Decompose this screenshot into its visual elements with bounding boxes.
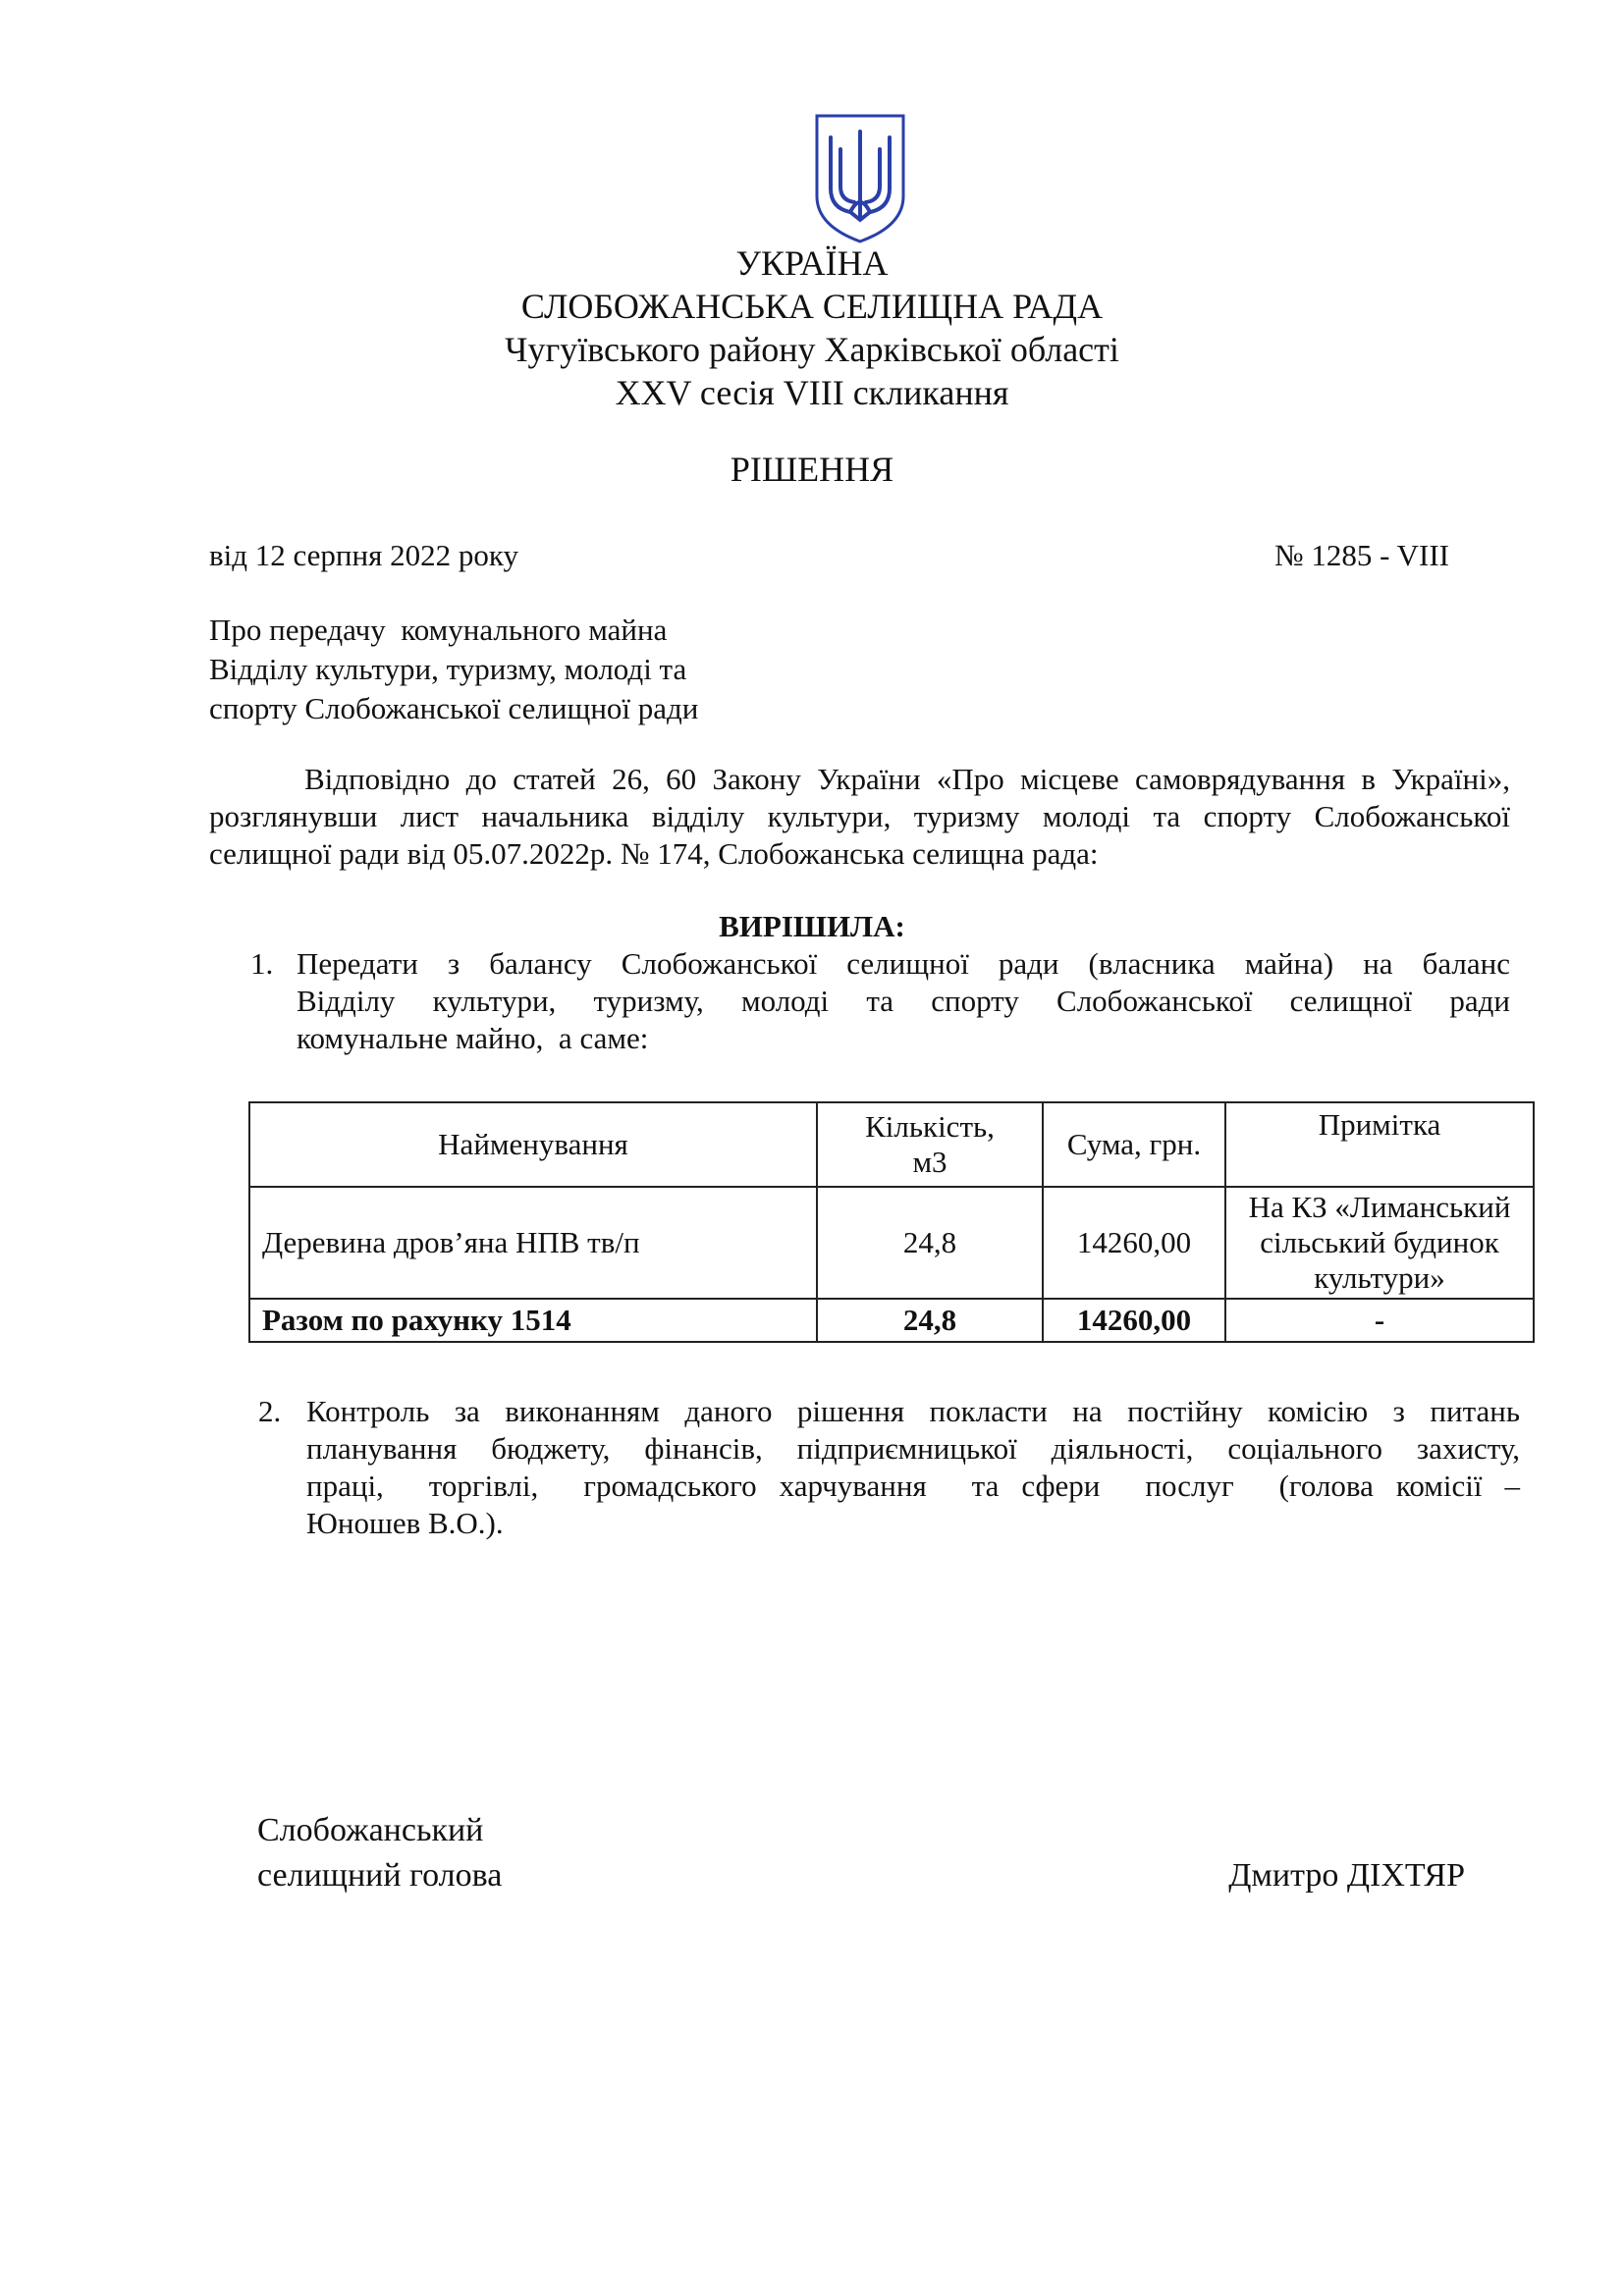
session-subtitle: XXV сесія VIII скликання [615, 373, 1009, 412]
country-title: УКРАЇНА [735, 243, 889, 283]
subject-line-3: спорту Слобожанської селищної ради [209, 691, 699, 725]
row-note-line-2: сільський будинок [1260, 1225, 1499, 1259]
total-name: Разом по рахунку 1514 [249, 1299, 817, 1342]
decided-heading: ВИРІШИЛА: [719, 909, 905, 943]
row-sum: 14260,00 [1043, 1187, 1225, 1299]
decision-date: від 12 серпня 2022 року [209, 538, 518, 572]
item-2-number: 2. [258, 1394, 282, 1428]
item-2-line-2: планування бюджету, фінансів, підприємницької діяльності, соціального захисту, [306, 1431, 1520, 1466]
item-2-line-3: праці, торгівлі, громадського харчування та сфери послуг (голова комісії – [306, 1468, 1520, 1503]
header-quantity [817, 1102, 1043, 1187]
header-quantity-unit: м3 [912, 1145, 947, 1179]
subject-line-1: Про передачу комунального майна [209, 613, 668, 647]
table-total-row [249, 1299, 1534, 1342]
council-title: СЛОБОЖАНСЬКА СЕЛИЩНА РАДА [520, 287, 1104, 326]
item-1-number: 1. [250, 946, 274, 981]
total-note: - [1225, 1299, 1534, 1342]
property-table [248, 1101, 1535, 1343]
row-name: Деревина дров’яна НПВ тв/п [249, 1187, 817, 1299]
header-name: Найменування [249, 1102, 817, 1187]
subject-line-2: Відділу культури, туризму, молоді та [209, 652, 687, 686]
row-note-line-1: На КЗ «Лиманський [1248, 1190, 1511, 1224]
total-quantity: 24,8 [817, 1299, 1043, 1342]
row-note-line-3: культури» [1314, 1260, 1445, 1295]
item-1-line-3: комунальне майно, а саме: [297, 1021, 649, 1055]
ukraine-trident-emblem-icon [811, 110, 909, 247]
header-note: Примітка [1225, 1102, 1534, 1187]
region-subtitle: Чугуївського району Харківської області [505, 330, 1119, 369]
item-2-line-4: Юношев В.О.). [306, 1506, 504, 1540]
header-quantity-line-1: Кількість, [865, 1109, 995, 1144]
row-note [1225, 1187, 1534, 1299]
item-1-line-2: Відділу культури, туризму, молоді та спорту Слобожанської селищної ради [297, 984, 1510, 1018]
item-1-line-1: Передати з балансу Слобожанської селищної ради (власника майна) на баланс [297, 946, 1510, 981]
table-header-row [249, 1102, 1534, 1187]
preamble-line-2: розглянувши лист начальника відділу культури, туризму молоді та спорту Слобожанської [209, 799, 1510, 833]
decision-number: № 1285 - VIII [1274, 538, 1449, 572]
signatory-name: Дмитро ДІХТЯР [1228, 1857, 1465, 1894]
signature-title-line-2: селищний голова [257, 1857, 503, 1894]
preamble-line-3: селищної ради від 05.07.2022р. № 174, Слобожанська селищна рада: [209, 836, 1099, 871]
total-sum: 14260,00 [1043, 1299, 1225, 1342]
table-row [249, 1187, 1534, 1299]
row-quantity: 24,8 [817, 1187, 1043, 1299]
item-2-line-1: Контроль за виконанням даного рішення покласти на постійну комісію з питань [306, 1394, 1520, 1428]
document-type-title: РІШЕННЯ [730, 450, 894, 489]
signature-title-line-1: Слобожанський [257, 1812, 484, 1848]
header-sum: Сума, грн. [1043, 1102, 1225, 1187]
preamble-line-1: Відповідно до статей 26, 60 Закону України «Про місцеве самоврядування в Україні», [304, 762, 1510, 796]
